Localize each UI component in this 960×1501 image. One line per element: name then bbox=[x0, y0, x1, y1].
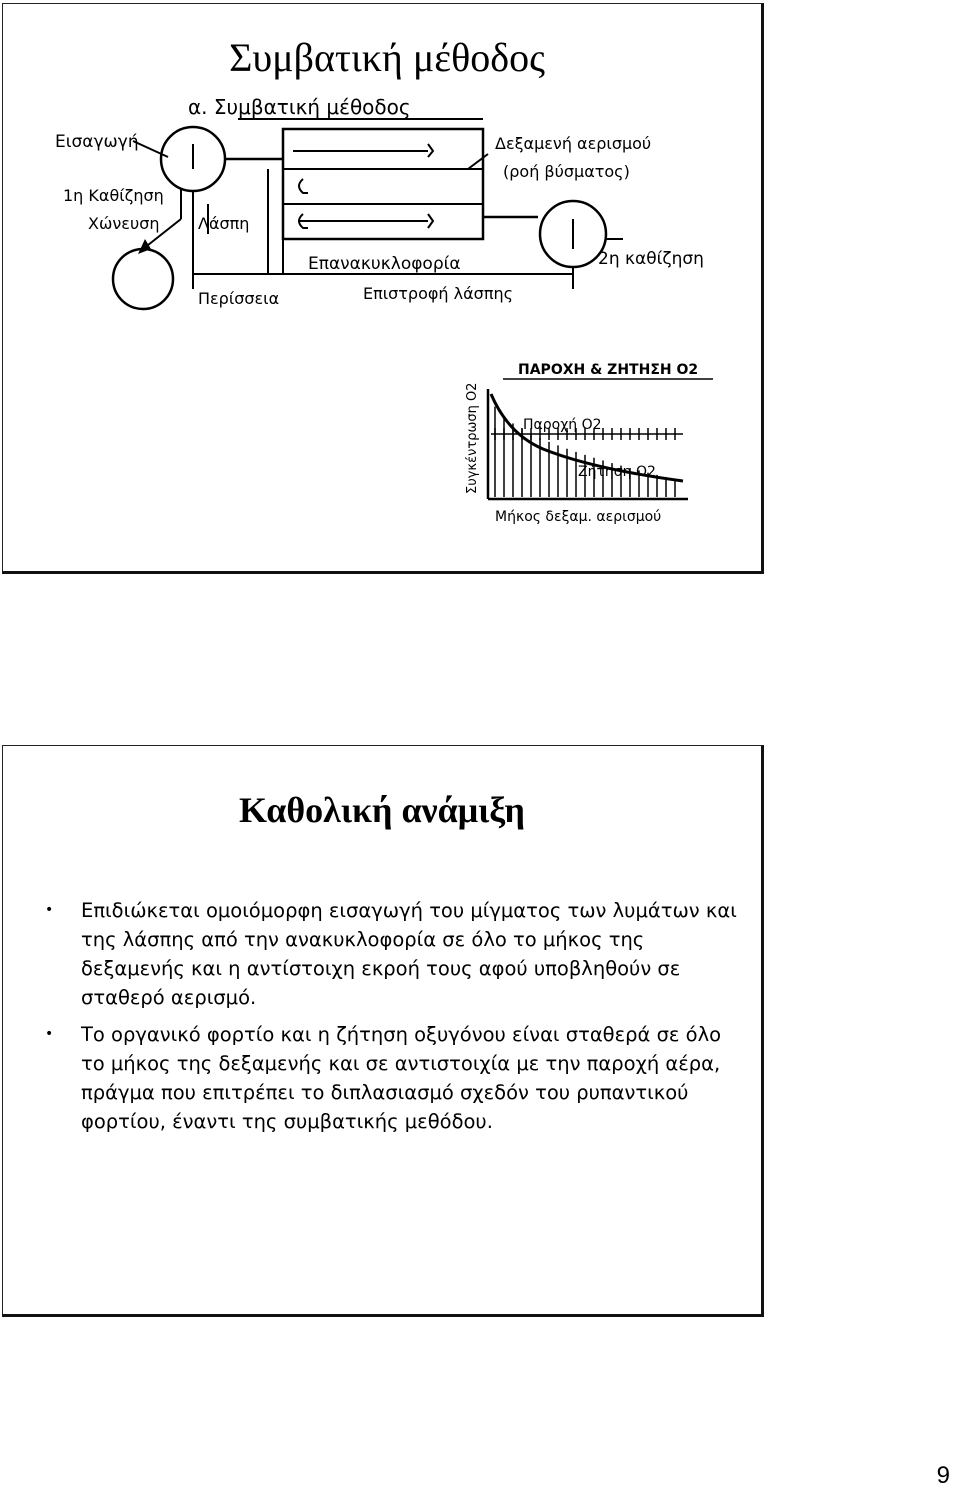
chart-y-label: Συγκέντρωση Ο2 bbox=[465, 382, 480, 494]
page-number: 9 bbox=[936, 1462, 950, 1489]
label-excess: Περίσσεια bbox=[198, 289, 280, 308]
bullet-icon: • bbox=[45, 1026, 54, 1042]
oxygen-supply-demand-chart bbox=[465, 362, 713, 525]
label-first-settling: 1η Καθίζηση bbox=[63, 186, 164, 205]
slide-title: Συμβατική μέθοδος bbox=[229, 35, 545, 80]
label-sludge-return: Επιστροφή λάσπης bbox=[363, 284, 513, 303]
slide-complete-mixing bbox=[2, 745, 764, 1317]
diagram-heading: α. Συμβατική μέθοδος bbox=[188, 95, 411, 119]
label-digestion: Χώνευση bbox=[88, 214, 160, 233]
chart-x-label: Μήκος δεξαμ. αερισμού bbox=[495, 509, 662, 525]
bullet-icon: • bbox=[45, 902, 54, 918]
label-sludge: Λάσπη bbox=[198, 214, 250, 233]
chart-title: ΠΑΡΟΧΗ & ΖΗΤΗΣΗ Ο2 bbox=[518, 362, 699, 378]
bullet-item bbox=[43, 1020, 743, 1136]
slide-conventional-method bbox=[2, 3, 764, 574]
label-aeration-tank: Δεξαμενή αερισμού bbox=[495, 134, 652, 153]
label-oxygen-demand: Ζήτηση Ο2 bbox=[578, 464, 656, 480]
label-plug-flow: (ροή βύσματος) bbox=[503, 162, 630, 181]
label-second-settling: 2η καθίζηση bbox=[598, 249, 704, 269]
bullet-text: Επιδιώκεται ομοιόμορφη εισαγωγή του μίγματος των λυμάτων και της λάσπης από την ανακυκλοφορία σε όλο το μήκος της δεξαμενής και η αντίστοιχη εκροή τους αφού υποβληθούν σε σταθερό αερισμό. bbox=[81, 899, 737, 1009]
label-recirculation: Επανακυκλοφορία bbox=[308, 254, 461, 274]
conventional-method-diagram bbox=[33, 89, 733, 559]
bullet-text: Το οργανικό φορτίο και η ζήτηση οξυγόνου είναι σταθερά σε όλο το μήκος της δεξαμενής και σε αντιστοιχία με την παροχή αέρα, πράγμα που επιτρέπει το διπλασιασμό σχεδόν του ρυπαντικού φορτίου, έναντι της συμβατικής μεθόδου. bbox=[81, 1023, 722, 1133]
label-inlet: Εισαγωγή bbox=[55, 132, 139, 152]
bullet-list bbox=[43, 896, 743, 1144]
label-oxygen-supply: Παροχή Ο2 bbox=[523, 417, 602, 433]
bullet-item bbox=[43, 896, 743, 1012]
slide-title: Καθολική ανάμιξη bbox=[238, 790, 525, 830]
